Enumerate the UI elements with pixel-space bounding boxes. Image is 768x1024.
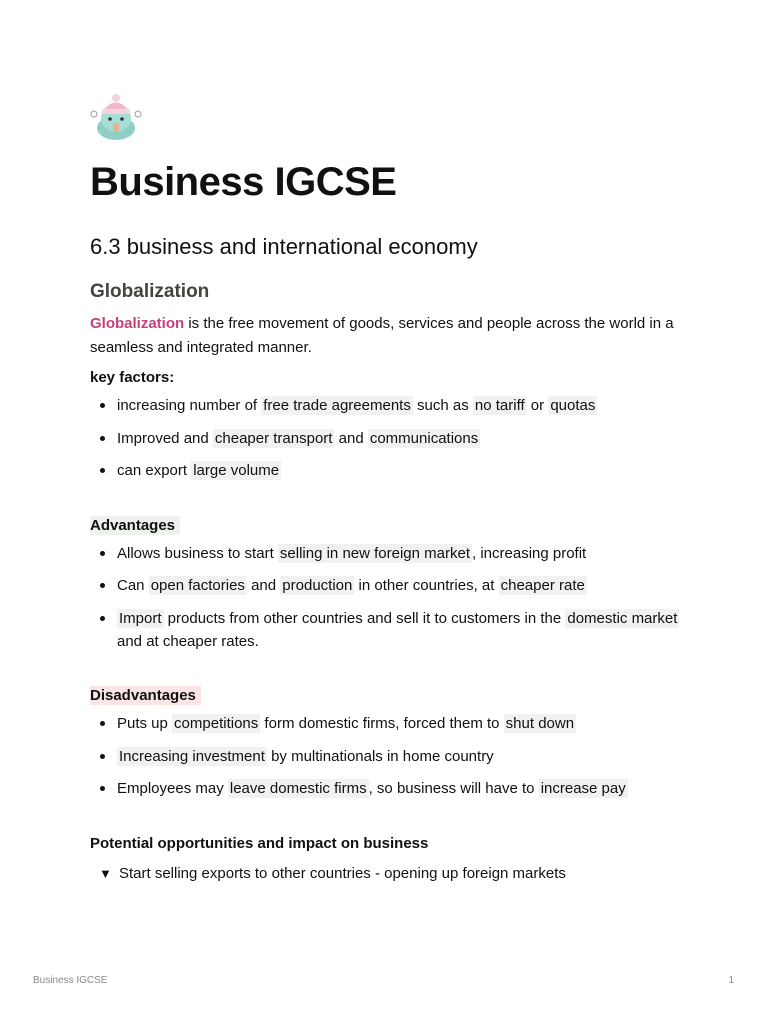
page-title: Business IGCSE — [90, 160, 397, 204]
bullet-icon — [100, 551, 105, 556]
document-page — [90, 92, 680, 886]
advantages-label: Advantages — [90, 514, 680, 538]
list-item: Puts up competitions form domestic firms, forced them to shut down — [90, 712, 680, 735]
toggle-text: Start selling exports to other countries - opening up foreign markets — [119, 864, 566, 882]
toggle-triangle-icon[interactable]: ▼ — [99, 865, 112, 881]
advantages-list — [90, 542, 680, 653]
list-item: Increasing investment by multinationals in home country — [90, 745, 680, 768]
footer-document-title: Business IGCSE — [33, 975, 108, 986]
globalization-definition — [90, 312, 680, 360]
key-factors-list — [90, 394, 680, 482]
opportunities-label: Potential opportunities and impact on business — [90, 834, 429, 852]
snowman-icon — [90, 92, 142, 142]
list-item: Improved and cheaper transport and communications — [90, 427, 680, 450]
bullet-icon — [100, 468, 105, 473]
bullet-icon — [100, 583, 105, 588]
toggle-block-exports[interactable] — [90, 862, 680, 886]
key-factors-label: key factors: — [90, 369, 175, 386]
disadvantages-label: Disadvantages — [90, 684, 680, 708]
bullet-icon — [100, 786, 105, 791]
disadvantages-list — [90, 712, 680, 800]
footer-page-number: 1 — [728, 975, 734, 986]
list-item: Can open factories and production in other countries, at cheaper rate — [90, 574, 680, 597]
bullet-icon — [100, 754, 105, 759]
list-item: increasing number of free trade agreements such as no tariff or quotas — [90, 394, 680, 417]
bullet-icon — [100, 403, 105, 408]
bullet-icon — [100, 616, 105, 621]
definition-text: is the free movement of goods, services and people across the world in a seamless and integrated manner. — [90, 315, 674, 356]
globalization-term: Globalization — [90, 315, 185, 332]
bullet-icon — [100, 721, 105, 726]
section-heading-international-economy: 6.3 business and international economy — [90, 234, 478, 259]
list-item: Employees may leave domestic firms , so business will have to increase pay — [90, 777, 680, 800]
bullet-icon — [100, 436, 105, 441]
heading-globalization: Globalization — [90, 281, 210, 302]
list-item: can export large volume — [90, 459, 680, 482]
list-item: Import products from other countries and sell it to customers in the domestic market and at cheaper rates. — [90, 607, 680, 653]
list-item: Allows business to start selling in new foreign market , increasing profit — [90, 542, 680, 565]
